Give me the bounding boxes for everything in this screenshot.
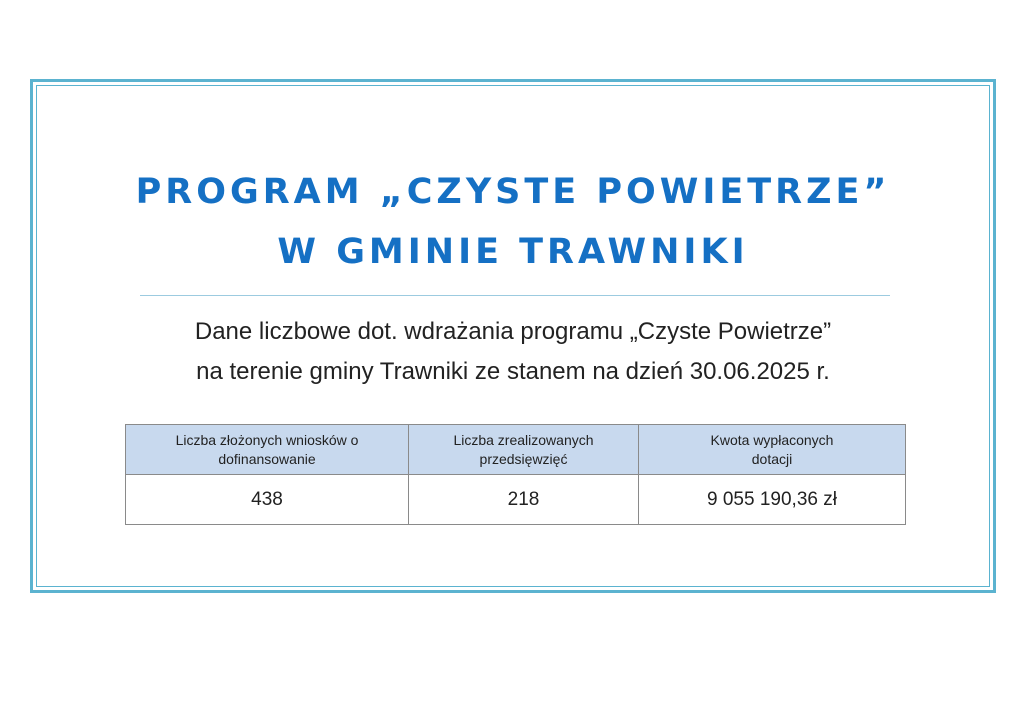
subtitle-line-2: na terenie gminy Trawniki ze stanem na dzień 30.06.2025 r. [196,358,830,385]
subtitle-line-1: Dane liczbowe dot. wdrażania programu „Czyste Powietrze” [194,318,832,345]
title-line-1: PROGRAM „CZYSTE POWIETRZE” [135,172,891,212]
cell-projects: 218 [409,475,639,525]
title-divider [140,295,890,296]
stats-table [125,424,906,525]
header-projects-line-1: Liczba zrealizowanych [453,431,594,448]
table-row [126,475,906,525]
header-projects-line-2: przedsięwzięć [479,450,568,467]
cell-amount: 9 055 190,36 zł [639,475,906,525]
table-header-row [126,425,906,475]
header-projects [409,425,639,475]
header-applications [126,425,409,475]
header-applications-line-1: Liczba złożonych wniosków o [175,431,359,448]
header-applications-line-2: dofinansowanie [218,450,316,467]
title-line-2: W GMINIE TRAWNIKI [277,232,749,272]
header-amount [639,425,906,475]
header-amount-line-2: dotacji [751,450,793,467]
cell-applications: 438 [126,475,409,525]
header-amount-line-1: Kwota wypłaconych [710,431,834,448]
